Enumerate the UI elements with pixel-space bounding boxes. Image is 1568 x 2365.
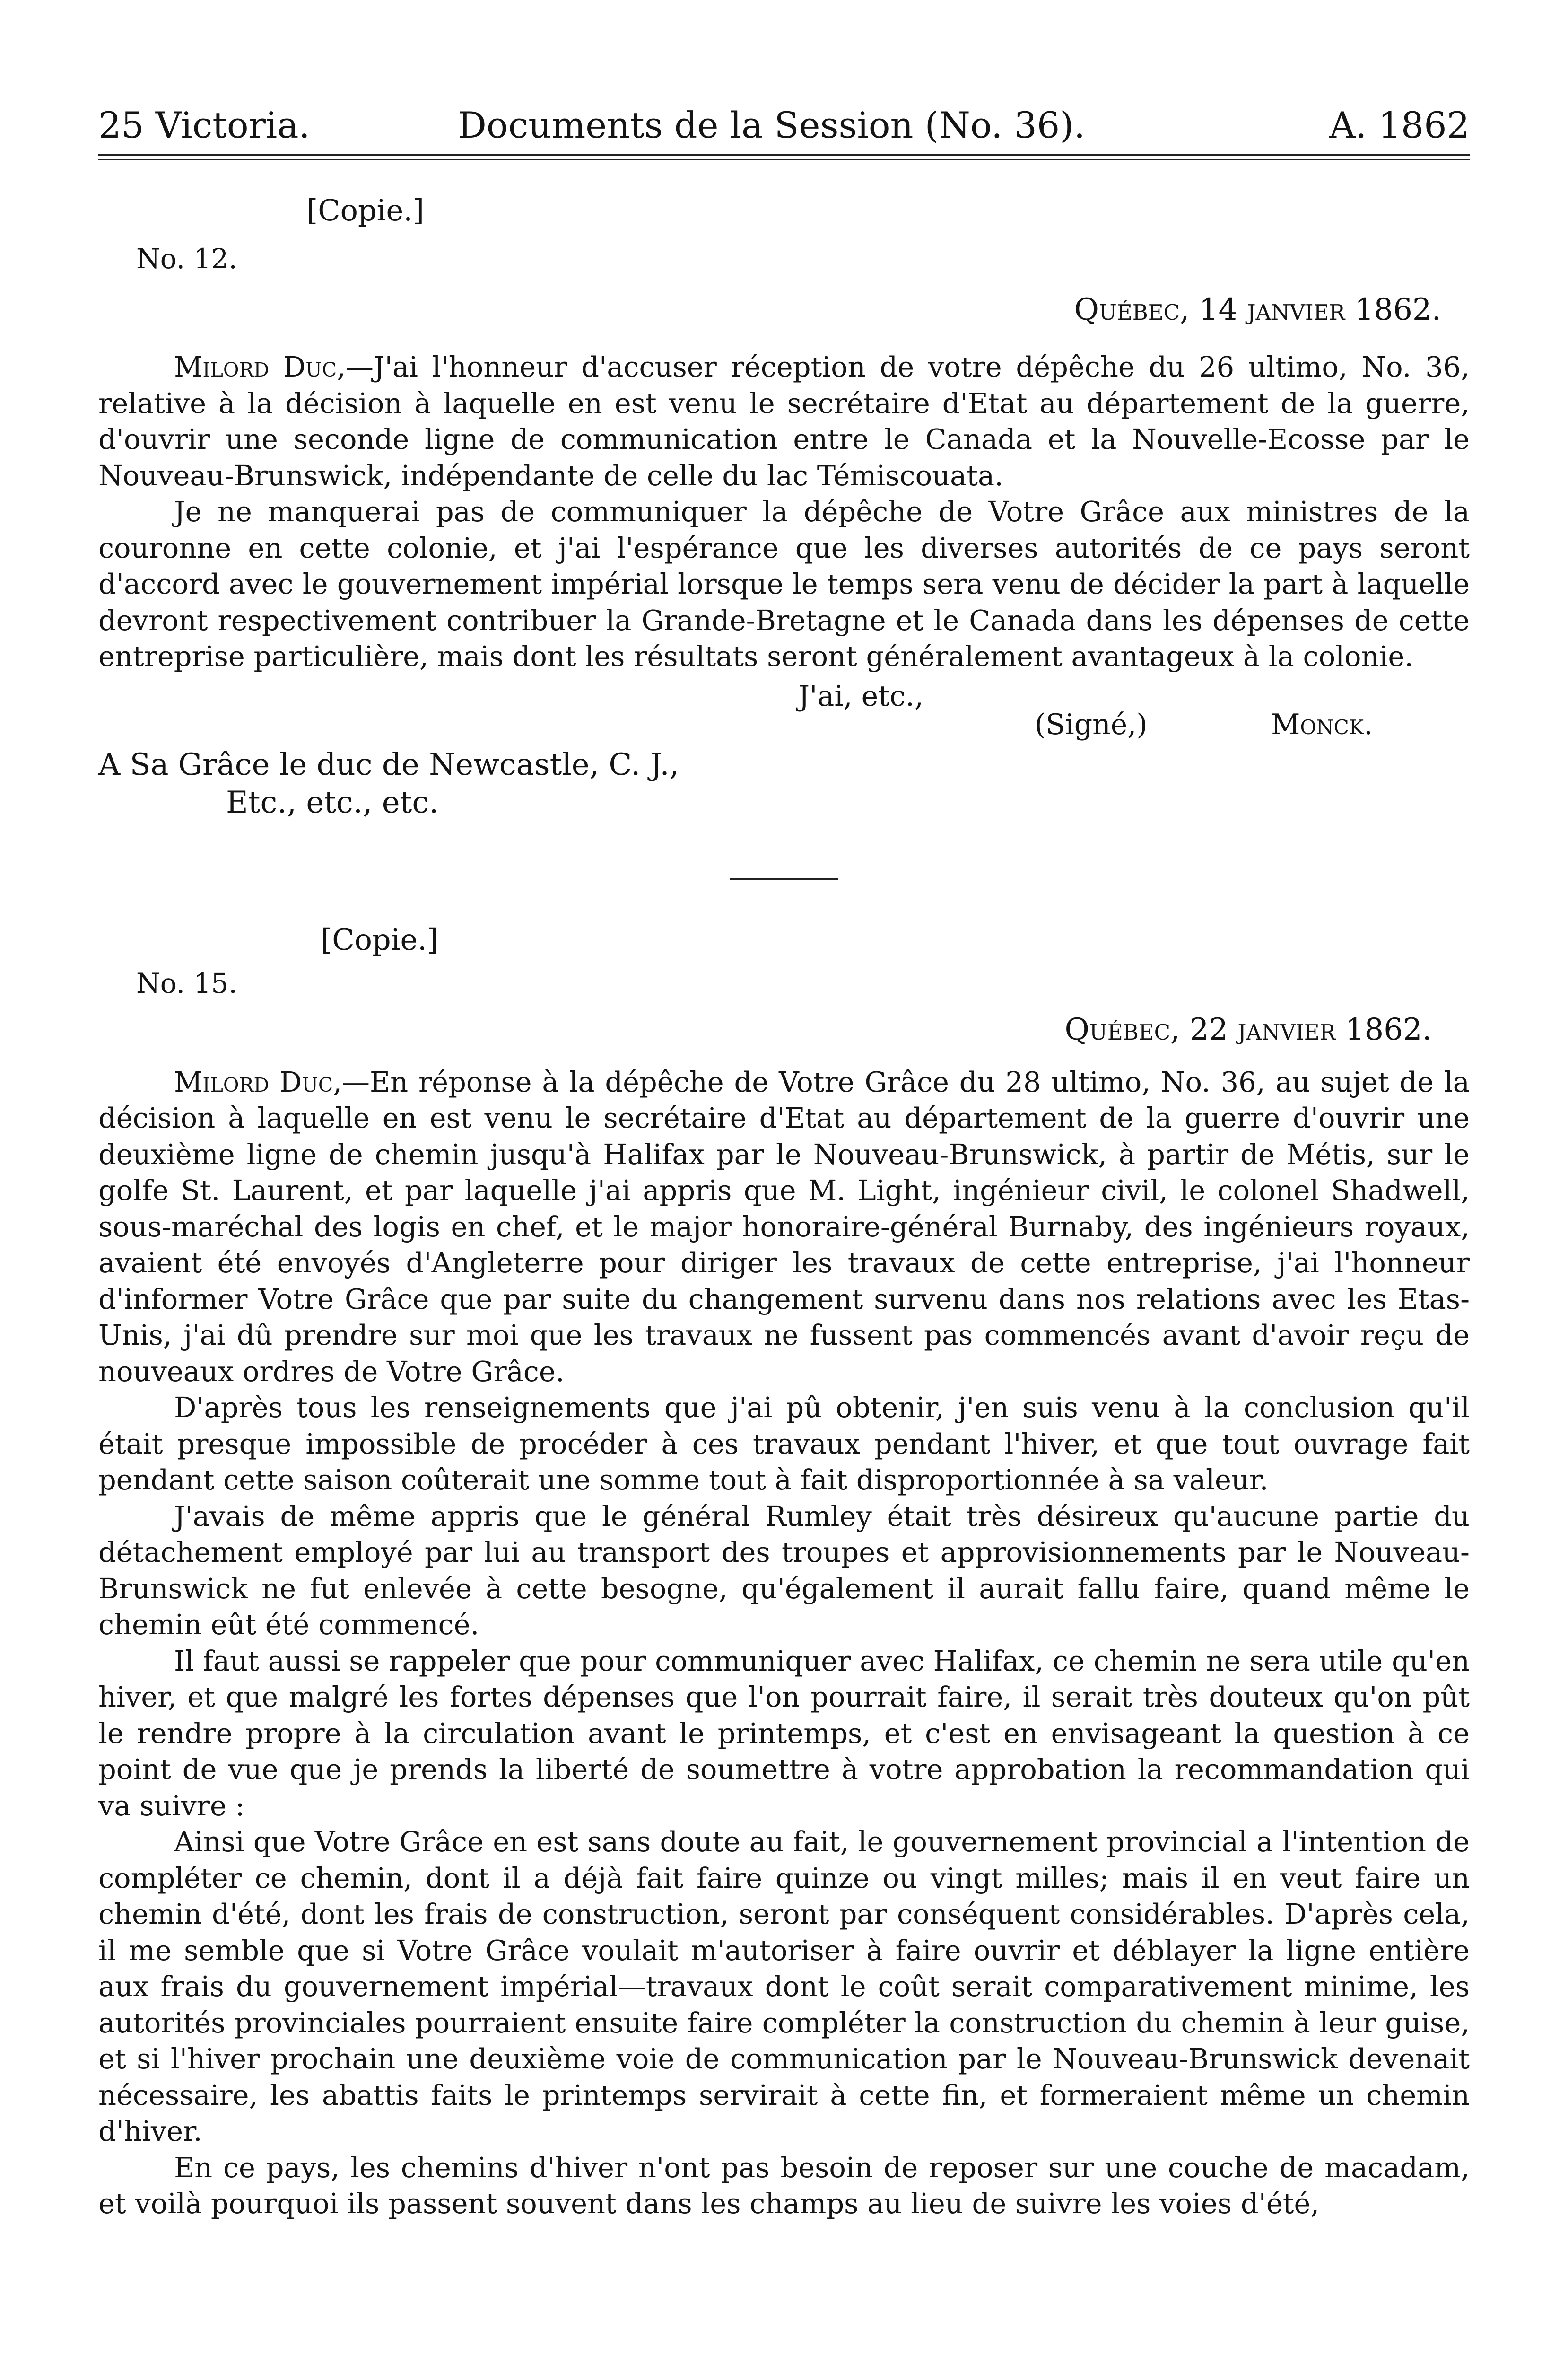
header-year: A. 1862: [1329, 104, 1470, 146]
paragraph: Ainsi que Votre Grâce en est sans doute au fait, le gouvernement provincial a l'intention de compléter ce chemin, dont il a déjà fait faire quinze ou vingt milles; mais il en veut faire un chemin d'été, dont les frais de construction, seront par conséquent considérables. D'après cela, il me semble que si Votre Grâce voulait m'autoriser à faire ouvrir et déblayer la ligne entière aux frais du gouvernement impérial—travaux dont le coût serait comparativement minime, les autorités provinciales pourraient ensuite faire compléter la construction du chemin à leur guise, et si l'hiver prochain une deuxième voie de communication par le Nouveau-Brunswick devenait nécessaire, les abattis faits le printemps servirait à cette fin, et formeraient même un chemin d'hiver.: [98, 1825, 1470, 2147]
header-session: 25 Victoria.: [98, 104, 310, 146]
running-header: [98, 95, 1470, 151]
letter-no-15: [98, 880, 1470, 1050]
addressee-line: Etc., etc., etc.: [226, 785, 439, 820]
paragraph: [98, 349, 1470, 494]
letter-number: No. 12.: [136, 243, 237, 275]
paragraph: Je ne manquerai pas de communiquer la dépêche de Votre Grâce aux ministres de la couronne en cette colonie, et j'ai l'espérance que les diverses autorités de ce pays seront d'accord avec le gouvernement impérial lorsque le temps sera venu de décider la part à laquelle devront respectivement contribuer la Grande-Bretagne et le Canada dans les dépenses de cette entreprise particulière, mais dont les résultats seront généralement avantageux à la colonie.: [98, 495, 1470, 673]
paragraph: [98, 1064, 1470, 1390]
addressee-block: [98, 746, 1470, 822]
paragraph: En ce pays, les chemins d'hiver n'ont pas besoin de reposer sur une couche de macadam, et voilà pourquoi ils passent souvent dans les champs au lieu de suivre les voies d'été,: [98, 2151, 1470, 2220]
paragraph-text: —J'ai l'honneur d'accuser réception de votre dépêche du 26 ultimo, No. 36, relative à la décision à laquelle en est venu le secrétaire d'Etat au département de la guerre, d'ouvrir une seconde ligne de communication entre le Canada et la Nouvelle-Ecosse par le Nouveau-Brunswick, indépendante de celle du lac Témiscouata.: [98, 350, 1470, 492]
closing: J'ai, etc.,: [798, 679, 924, 713]
signed-label: (Signé,): [1035, 708, 1148, 741]
addressee-line: A Sa Grâce le duc de Newcastle, C. J.,: [98, 747, 679, 782]
salutation: Milord Duc,: [174, 350, 346, 383]
paragraph: J'avais de même appris que le général Rumley était très désireux qu'aucune partie du détachement employé par lui au transport des troupes et approvisionnements par le Nouveau-Brunswick ne fut enlevée à cette besogne, qu'également il aurait fallu faire, quand même le chemin eût été commencé.: [98, 1499, 1470, 1641]
dateline: Québec, 14 janvier 1862.: [1074, 292, 1441, 327]
dateline: Québec, 22 janvier 1862.: [1064, 1012, 1432, 1047]
paragraph: Il faut aussi se rappeler que pour communiquer avec Halifax, ce chemin ne sera utile qu'en hiver, et que malgré les fortes dépenses que l'on pourrait faire, il serait très douteux qu'on pût le rendre propre à la circulation avant le printemps, et c'est en envisageant la question à ce point de vue que je prends la liberté de soumettre à votre approbation la recommandation qui va suivre :: [98, 1644, 1470, 1822]
copie-label: [Copie.]: [306, 193, 425, 228]
header-title: Documents de la Session (No. 36).: [458, 104, 1086, 146]
paragraph: D'après tous les renseignements que j'ai pû obtenir, j'en suis venu à la conclusion qu'il était presque impossible de procéder à ces travaux pendant l'hiver, et que tout ouvrage fait pendant cette saison coûterait une somme tout à fait disproportionnée à sa valeur.: [98, 1391, 1470, 1496]
copie-label: [Copie.]: [321, 922, 439, 957]
letter-2-body: [98, 1064, 1470, 2222]
letter-no-12: [98, 160, 1470, 340]
document-page: [98, 95, 1470, 2222]
letter-1-body: [98, 349, 1470, 675]
signer-name: Monck.: [1271, 708, 1373, 741]
paragraph-text: —En réponse à la dépêche de Votre Grâce du 28 ultimo, No. 36, au sujet de la décision à laquelle en est venu le secrétaire d'Etat au département de la guerre d'ouvrir une deuxième ligne de chemin jusqu'à Halifax par le Nouveau-Brunswick, à partir de Métis, sur le golfe St. Laurent, et par laquelle j'ai appris que M. Light, ingénieur civil, le colonel Shadwell, sous-maréchal des logis en chef, et le major honoraire-général Burnaby, des ingénieurs royaux, avaient été envoyés d'Angleterre pour diriger les travaux de cette entreprise, j'ai l'honneur d'informer Votre Grâce que par suite du changement survenu dans nos relations avec les Etas-Unis, j'ai dû prendre sur moi que les travaux ne fussent pas commencés avant d'avoir reçu de nouveaux ordres de Votre Grâce.: [98, 1065, 1470, 1388]
header-rule: [98, 154, 1470, 160]
salutation: Milord Duc,: [174, 1065, 342, 1098]
letter-number: No. 15.: [136, 967, 237, 999]
signature-block: [98, 675, 1470, 746]
